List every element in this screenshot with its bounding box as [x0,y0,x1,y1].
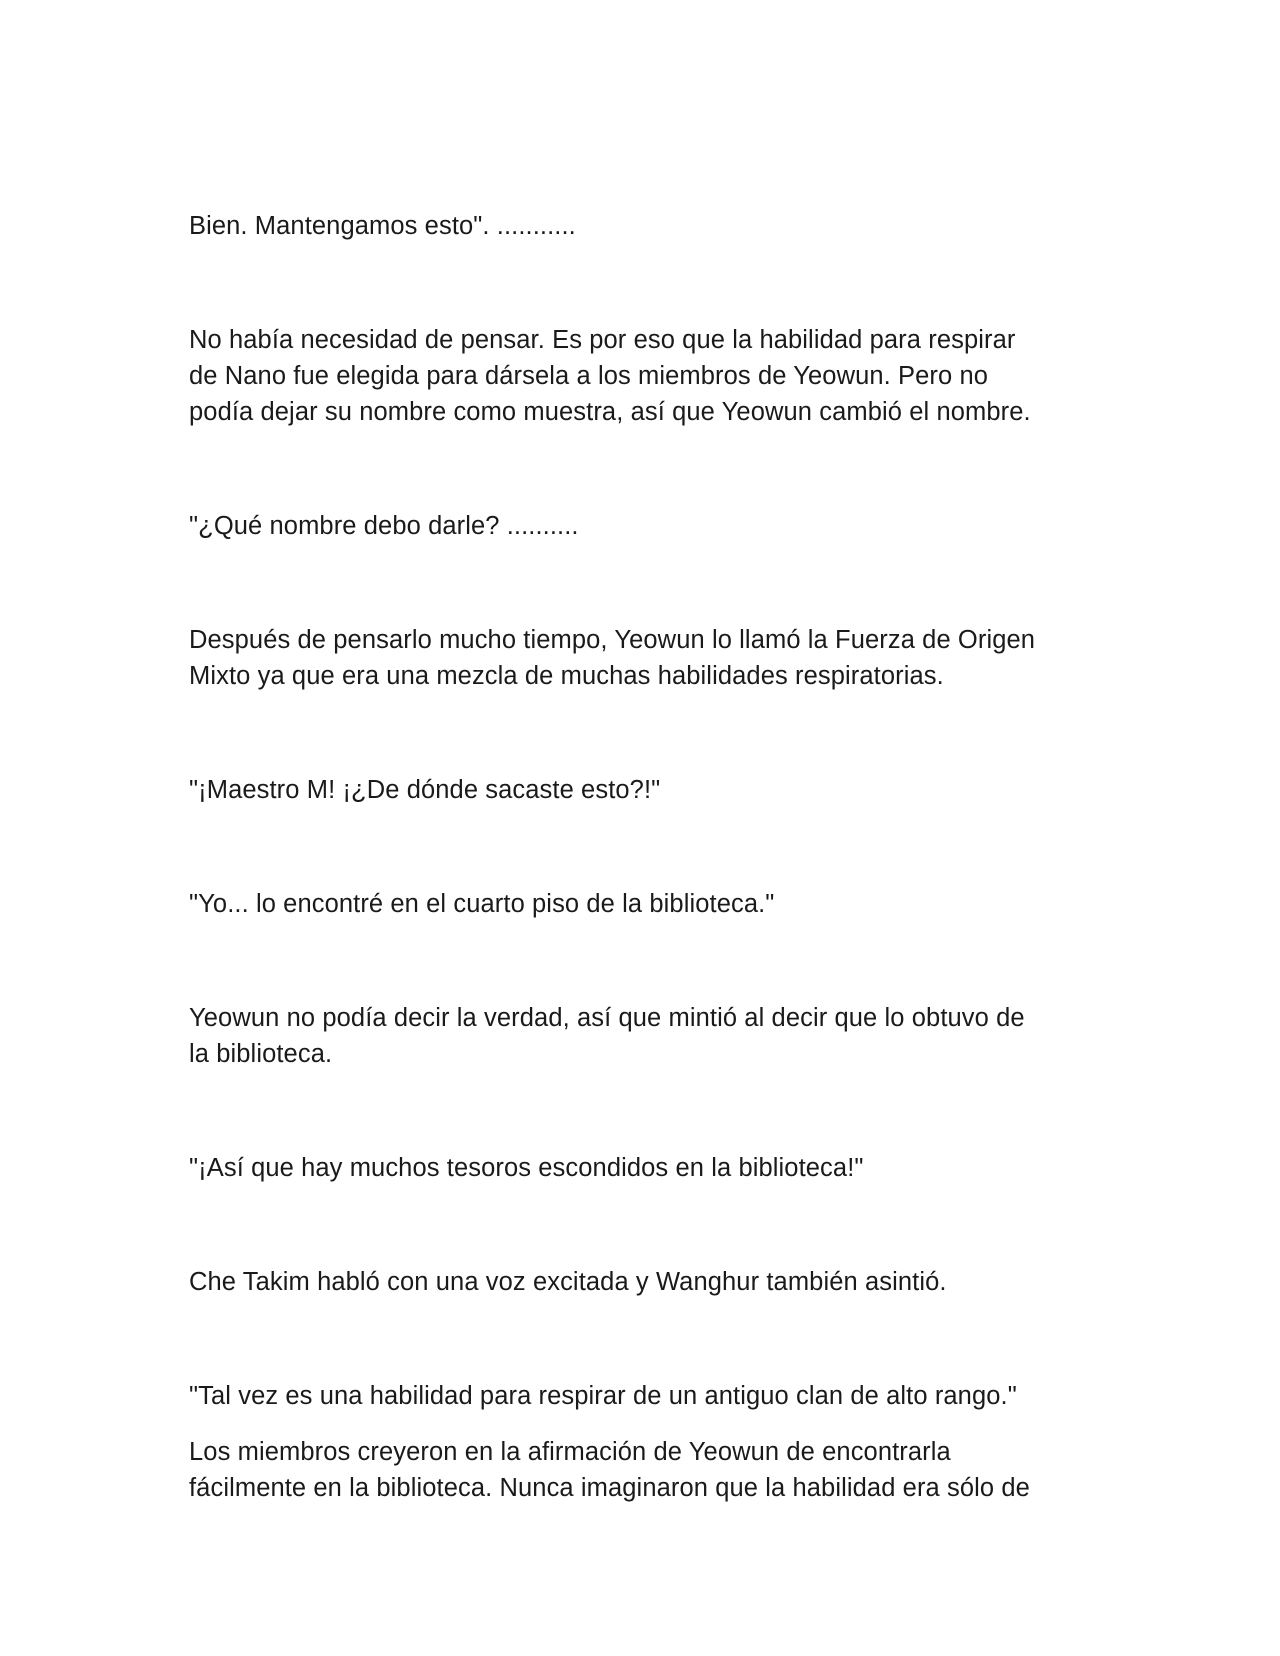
paragraph-3: "¿Qué nombre debo darle? .......... [189,512,579,540]
paragraph-2: No había necesidad de pensar. Es por eso que la habilidad para respirar de Nano fue elegida para dársela a los miembros de Yeowun. Pero no podía dejar su nombre como muestra, así que Yeowun cambió el nombre. [189,326,1031,426]
paragraph-9: Che Takim habló con una voz excitada y Wanghur también asintió. [189,1268,947,1296]
paragraph-4: Después de pensarlo mucho tiempo, Yeowun lo llamó la Fuerza de Origen Mixto ya que era una mezcla de muchas habilidades respiratorias. [189,626,1036,690]
paragraph-10: "Tal vez es una habilidad para respirar de un antiguo clan de alto rango." [189,1382,1017,1410]
paragraph-8: "¡Así que hay muchos tesoros escondidos en la biblioteca!" [189,1154,864,1182]
paragraph-1: Bien. Mantengamos esto". ........... [189,212,576,240]
paragraph-7: Yeowun no podía decir la verdad, así que mintió al decir que lo obtuvo de la biblioteca. [189,1004,1025,1068]
paragraph-5: "¡Maestro M! ¡¿De dónde sacaste esto?!" [189,776,661,804]
paragraph-11: Los miembros creyeron en la afirmación de Yeowun de encontrarla fácilmente en la biblioteca. Nunca imaginaron que la habilidad era sólo de [189,1438,1030,1502]
paragraph-6: "Yo... lo encontré en el cuarto piso de la biblioteca." [189,890,775,918]
